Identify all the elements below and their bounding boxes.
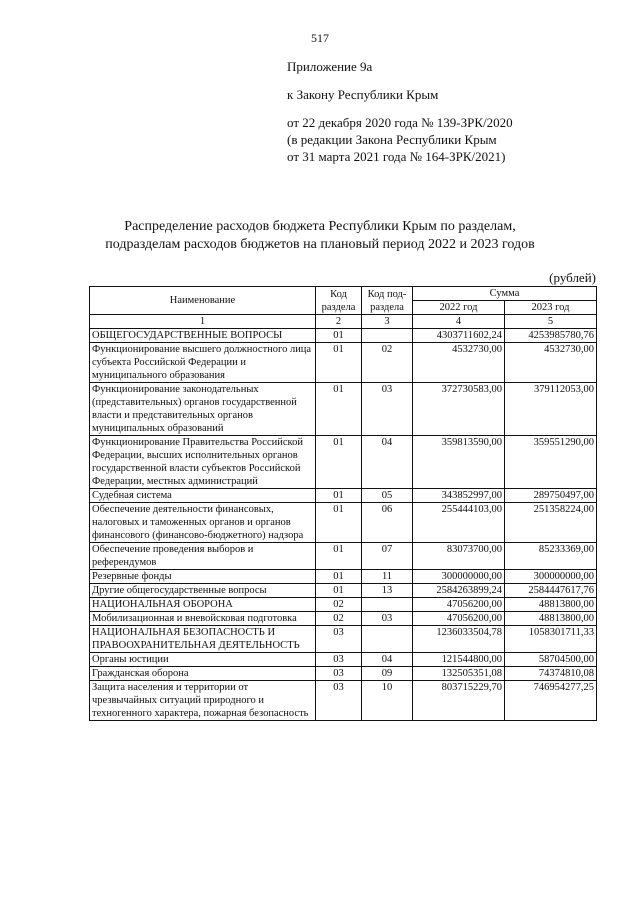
row-name: НАЦИОНАЛЬНАЯ ОБОРОНА xyxy=(90,598,316,612)
row-sum-2023: 4253985780,76 xyxy=(505,329,597,343)
row-sum-2023: 4532730,00 xyxy=(505,343,597,383)
table-row xyxy=(90,653,597,667)
column-index: 3 xyxy=(362,315,413,329)
row-section-code: 03 xyxy=(316,667,362,681)
table-row xyxy=(90,681,597,721)
row-sum-2022: 121544800,00 xyxy=(413,653,505,667)
row-sum-2023: 48813800,00 xyxy=(505,612,597,626)
table-row xyxy=(90,329,597,343)
row-section-code: 03 xyxy=(316,653,362,667)
document-title xyxy=(0,218,640,254)
row-section-code: 01 xyxy=(316,489,362,503)
table-row xyxy=(90,570,597,584)
header-sum: Сумма xyxy=(413,287,597,301)
column-index: 5 xyxy=(505,315,597,329)
annex-label: Приложение 9а xyxy=(287,59,373,74)
row-sum-2023: 359551290,00 xyxy=(505,436,597,489)
row-sum-2023: 289750497,00 xyxy=(505,489,597,503)
header-section-code: Код раздела xyxy=(316,287,362,315)
row-section-code: 01 xyxy=(316,329,362,343)
row-subsection-code: 09 xyxy=(362,667,413,681)
row-subsection-code xyxy=(362,598,413,612)
row-name: Резервные фонды xyxy=(90,570,316,584)
row-section-code: 01 xyxy=(316,570,362,584)
row-name: Гражданская оборона xyxy=(90,667,316,681)
row-section-code: 03 xyxy=(316,681,362,721)
row-subsection-code: 10 xyxy=(362,681,413,721)
annex-revision-note: (в редакции Закона Республики Крым xyxy=(287,132,497,147)
row-sum-2022: 255444103,00 xyxy=(413,503,505,543)
row-name: Другие общегосударственные вопросы xyxy=(90,584,316,598)
row-subsection-code: 07 xyxy=(362,543,413,570)
row-name: Обеспечение деятельности финансовых, налоговых и таможенных органов и органов финансового (финансово-бюджетного) надзора xyxy=(90,503,316,543)
column-index: 1 xyxy=(90,315,316,329)
table-row xyxy=(90,584,597,598)
row-section-code: 01 xyxy=(316,436,362,489)
row-name: Мобилизационная и вневойсковая подготовка xyxy=(90,612,316,626)
header-year-2023: 2023 год xyxy=(505,301,597,315)
row-subsection-code xyxy=(362,626,413,653)
row-sum-2023: 746954277,25 xyxy=(505,681,597,721)
row-section-code: 02 xyxy=(316,612,362,626)
row-section-code: 01 xyxy=(316,383,362,436)
row-name: Функционирование Правительства Российской Федерации, высших исполнительных органов государственной власти субъектов Российской Федерации, местных администраций xyxy=(90,436,316,489)
table-row xyxy=(90,383,597,436)
row-subsection-code: 04 xyxy=(362,653,413,667)
row-sum-2022: 372730583,00 xyxy=(413,383,505,436)
header-year-2022: 2022 год xyxy=(413,301,505,315)
table-row xyxy=(90,667,597,681)
row-name: Защита населения и территории от чрезвычайных ситуаций природного и техногенного характера, пожарная безопасность xyxy=(90,681,316,721)
row-sum-2022: 1236033504,78 xyxy=(413,626,505,653)
annex-revision-date: от 31 марта 2021 года № 164-ЗРК/2021) xyxy=(287,149,506,164)
row-section-code: 02 xyxy=(316,598,362,612)
row-subsection-code: 03 xyxy=(362,612,413,626)
table-row xyxy=(90,598,597,612)
currency-unit: (рублей) xyxy=(549,270,596,285)
row-subsection-code: 06 xyxy=(362,503,413,543)
row-sum-2023: 251358224,00 xyxy=(505,503,597,543)
row-sum-2022: 4303711602,24 xyxy=(413,329,505,343)
row-sum-2022: 803715229,70 xyxy=(413,681,505,721)
row-name: Органы юстиции xyxy=(90,653,316,667)
row-sum-2022: 132505351,08 xyxy=(413,667,505,681)
table-row xyxy=(90,612,597,626)
row-sum-2023: 2584447617,76 xyxy=(505,584,597,598)
row-sum-2023: 300000000,00 xyxy=(505,570,597,584)
table-row xyxy=(90,343,597,383)
row-name: Обеспечение проведения выборов и референдумов xyxy=(90,543,316,570)
annex-block xyxy=(287,58,513,165)
row-sum-2022: 300000000,00 xyxy=(413,570,505,584)
row-section-code: 01 xyxy=(316,343,362,383)
annex-law-date: от 22 декабря 2020 года № 139-ЗРК/2020 xyxy=(287,115,513,130)
column-index-row xyxy=(90,315,597,329)
row-section-code: 01 xyxy=(316,503,362,543)
row-subsection-code: 05 xyxy=(362,489,413,503)
row-sum-2023: 58704500,00 xyxy=(505,653,597,667)
row-sum-2023: 1058301711,33 xyxy=(505,626,597,653)
row-subsection-code: 04 xyxy=(362,436,413,489)
row-subsection-code xyxy=(362,329,413,343)
row-sum-2023: 85233369,00 xyxy=(505,543,597,570)
row-subsection-code: 03 xyxy=(362,383,413,436)
row-sum-2022: 47056200,00 xyxy=(413,612,505,626)
budget-table xyxy=(89,286,597,721)
page-number: 517 xyxy=(311,31,329,45)
row-section-code: 01 xyxy=(316,543,362,570)
column-index: 2 xyxy=(316,315,362,329)
table-row xyxy=(90,489,597,503)
header-name: Наименование xyxy=(90,287,316,315)
row-subsection-code: 02 xyxy=(362,343,413,383)
header-subsection-code: Код под-раздела xyxy=(362,287,413,315)
table-header-row xyxy=(90,287,597,301)
row-sum-2022: 2584263899,24 xyxy=(413,584,505,598)
row-sum-2022: 83073700,00 xyxy=(413,543,505,570)
row-section-code: 03 xyxy=(316,626,362,653)
row-name: Судебная система xyxy=(90,489,316,503)
row-sum-2023: 48813800,00 xyxy=(505,598,597,612)
row-subsection-code: 11 xyxy=(362,570,413,584)
row-subsection-code: 13 xyxy=(362,584,413,598)
column-index: 4 xyxy=(413,315,505,329)
row-sum-2023: 74374810,08 xyxy=(505,667,597,681)
document-title-line-1: Распределение расходов бюджета Республики Крым по разделам, xyxy=(124,219,516,234)
table-row xyxy=(90,436,597,489)
row-name: ОБЩЕГОСУДАРСТВЕННЫЕ ВОПРОСЫ xyxy=(90,329,316,343)
document-title-line-2: подразделам расходов бюджетов на плановый период 2022 и 2023 годов xyxy=(105,237,535,252)
table-row xyxy=(90,503,597,543)
annex-law-ref: к Закону Республики Крым xyxy=(287,87,439,102)
table-row xyxy=(90,626,597,653)
row-name: Функционирование высшего должностного лица субъекта Российской Федерации и муниципального образования xyxy=(90,343,316,383)
row-sum-2023: 379112053,00 xyxy=(505,383,597,436)
row-sum-2022: 47056200,00 xyxy=(413,598,505,612)
row-section-code: 01 xyxy=(316,584,362,598)
row-name: НАЦИОНАЛЬНАЯ БЕЗОПАСНОСТЬ И ПРАВООХРАНИТЕЛЬНАЯ ДЕЯТЕЛЬНОСТЬ xyxy=(90,626,316,653)
row-sum-2022: 343852997,00 xyxy=(413,489,505,503)
table-row xyxy=(90,543,597,570)
row-sum-2022: 4532730,00 xyxy=(413,343,505,383)
row-name: Функционирование законодательных (представительных) органов государственной власти и представительных органов муниципальных образований xyxy=(90,383,316,436)
row-sum-2022: 359813590,00 xyxy=(413,436,505,489)
